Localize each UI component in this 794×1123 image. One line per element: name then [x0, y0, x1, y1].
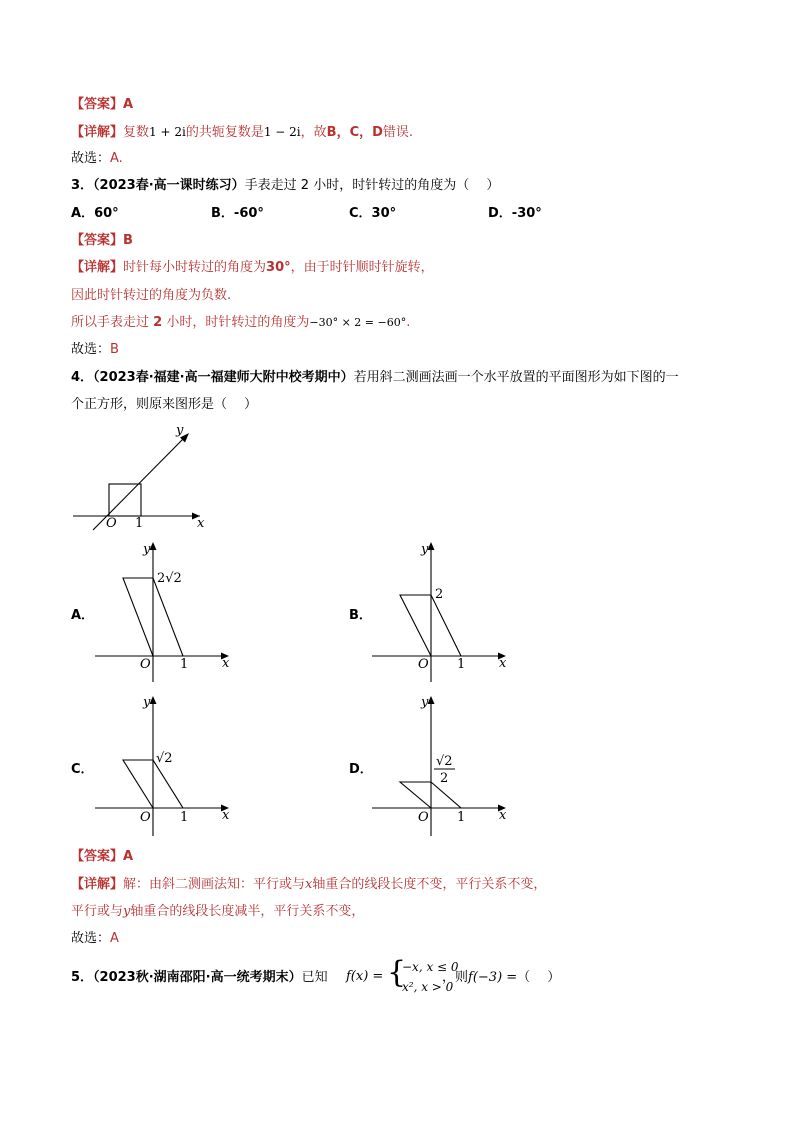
svg-text:1: 1: [457, 657, 466, 672]
svg-text:x: x: [499, 656, 507, 671]
question-source: （2023春·高一课时练习）: [93, 178, 245, 193]
q3-option-d: D．-30°: [488, 206, 542, 221]
q3-detail-line-2: 因此时针转过的角度为负数.: [71, 288, 232, 303]
svg-text:O: O: [140, 657, 151, 672]
q3-option-c: C．30°: [349, 206, 397, 221]
q3-option-b: B．-60°: [211, 206, 264, 221]
fraction-numerator: √2: [436, 754, 453, 769]
q3-detail-line-1: 【详解】时针每小时转过的角度为30°，由于时针顺时针旋转，: [71, 260, 434, 275]
height-label: 2: [435, 587, 444, 602]
answer-value: A: [123, 97, 134, 112]
svg-text:y: y: [143, 542, 151, 557]
complex-number: 1 + 2i: [149, 125, 186, 139]
q2-choose-line: 故选：A.: [71, 151, 123, 166]
q4-detail-line-1: 【详解】解：由斜二测画法知：平行或与x轴重合的线段长度不变，平行关系不变，: [71, 877, 547, 892]
q4-stem-line-1: 4．（2023春·福建·高一福建师大附中校考期中）若用斜二测画法画一个水平放置的平面图形为如下图的一: [71, 370, 679, 385]
q4-answer-line: 【答案】A: [71, 849, 134, 864]
q4-stem-line-2: 个正方形，则原来图形是（ ）: [71, 397, 258, 412]
q4-option-a-letter: A．: [71, 608, 95, 623]
svg-text:1: 1: [457, 810, 466, 825]
conjugate: 1 − 2i: [263, 125, 301, 139]
fraction-denominator: 2: [440, 771, 449, 786]
height-label: 2√2: [157, 571, 182, 586]
piecewise-brace: {: [387, 955, 407, 990]
q4-option-b-letter: B．: [349, 608, 372, 623]
q3-detail-line-3: 所以手表走过 2 小时，时针转过的角度为−30° × 2 = −60°.: [71, 315, 411, 330]
svg-text:y: y: [143, 695, 151, 710]
svg-text:O: O: [418, 657, 429, 672]
tick-label: 1: [135, 516, 144, 531]
q4-choose-line: 故选：A: [71, 931, 119, 946]
height-label: √2: [156, 751, 173, 766]
detail-tag: 【详解】: [71, 125, 124, 140]
svg-text:x: x: [222, 808, 230, 823]
function-name: f(x) =: [346, 969, 384, 984]
question-number: 3．: [71, 178, 94, 193]
svg-text:O: O: [140, 810, 151, 825]
q4-option-d-letter: D．: [349, 762, 373, 777]
axis-x-label: x: [197, 516, 205, 531]
svg-text:y: y: [421, 695, 429, 710]
q5-stem-tail: ，则f(−3) =（ ）: [442, 970, 561, 985]
q3-choose-line: 故选：B: [71, 342, 119, 357]
svg-text:y: y: [421, 542, 429, 557]
piece-1: −x, x ≤ 0: [402, 960, 459, 974]
svg-text:O: O: [418, 810, 429, 825]
q4-detail-line-2: 平行或与y轴重合的线段长度减半，平行关系不变，: [71, 904, 365, 919]
origin-label: O: [106, 516, 117, 531]
svg-text:x: x: [499, 808, 507, 823]
svg-text:1: 1: [180, 657, 189, 672]
q3-option-a: A．60°: [71, 206, 119, 221]
svg-text:x: x: [222, 656, 230, 671]
ask-expression: f(−3) =: [468, 970, 518, 985]
svg-text:1: 1: [180, 810, 189, 825]
question-stem: 手表走过 2 小时，时针转过的角度为（ ）: [244, 178, 500, 193]
piece-2: x², x > 0: [402, 980, 454, 994]
answer-tag: 【答案】: [71, 97, 124, 112]
q3-answer-line: 【答案】B: [71, 233, 133, 248]
axis-y-label: y: [176, 423, 184, 438]
q4-option-c-letter: C．: [71, 762, 94, 777]
q2-detail-line: 【详解】复数1 + 2i的共轭复数是1 − 2i，故B，C，D错误.: [71, 125, 414, 140]
q5-stem: 5．（2023秋·湖南邵阳·高一统考期末）已知: [71, 970, 328, 985]
